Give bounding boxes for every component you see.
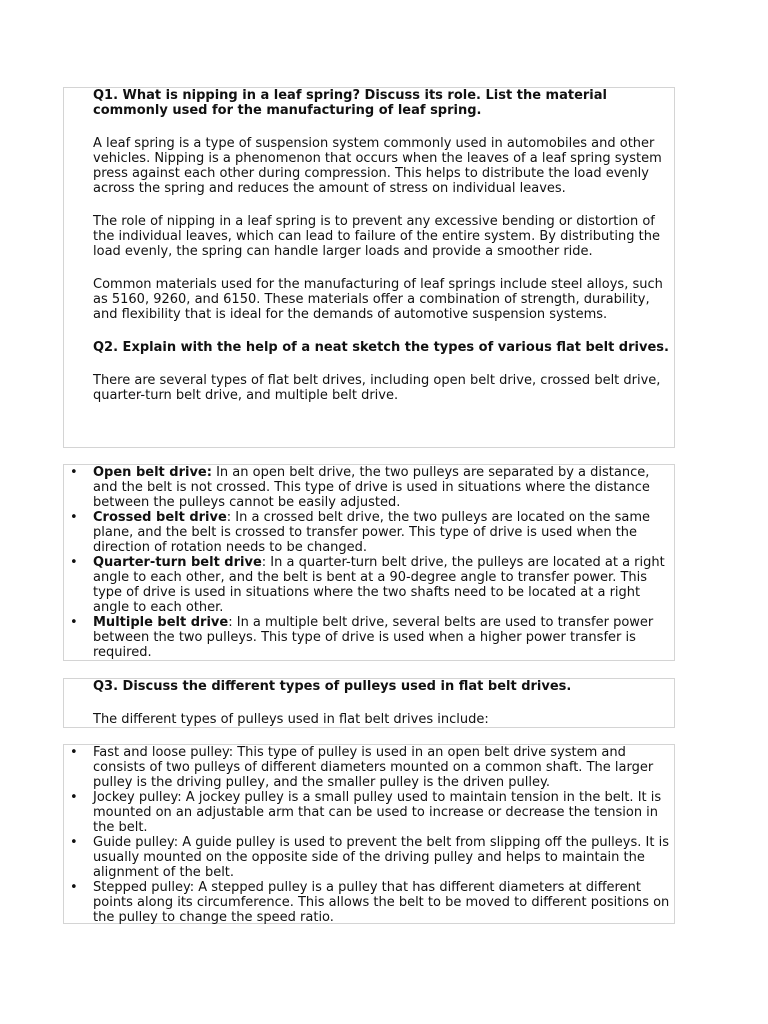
bullet-marker: • [70, 465, 78, 480]
list-item-term: Multiple belt drive [93, 615, 229, 630]
q2-question: Q2. Explain with the help of a neat sketch the types of various flat belt drives. [93, 340, 669, 355]
list-item-text: Jockey pulley: A jockey pulley is a small pulley used to maintain tension in the belt. It is mounted on an adjustable arm that can be used to increase or decrease the tension in the belt. [93, 790, 662, 835]
list-item-multiple-belt [64, 615, 674, 660]
bullet-marker: • [70, 790, 78, 805]
bullet-marker: • [70, 880, 78, 895]
list-item-text: : In a multiple belt drive, several belts are used to transfer power between the two pulleys. This type of drive is used when a higher power transfer is required. [93, 615, 654, 660]
q1-paragraph-1: A leaf spring is a type of suspension system commonly used in automobiles and other vehicles. Nipping is a phenomenon that occurs when the leaves of a leaf spring system press against each other during compression. This helps to distribute the load evenly across the spring and reduces the amount of stress on individual leaves. [93, 136, 662, 196]
list-item-jockey-pulley [64, 790, 674, 835]
list-item-text: Guide pulley: A guide pulley is used to prevent the belt from slipping off the pulleys. It is usually mounted on the opposite side of the driving pulley and helps to maintain the alignment of the belt. [93, 835, 669, 880]
q1-section [63, 87, 675, 448]
list-item-term: Quarter-turn belt drive [93, 555, 262, 570]
q3-section [63, 678, 675, 728]
bullet-marker: • [70, 510, 78, 525]
q3-question: Q3. Discuss the different types of pulleys used in flat belt drives. [93, 679, 572, 694]
list-item-fast-loose-pulley [64, 745, 674, 790]
q1-question: Q1. What is nipping in a leaf spring? Discuss its role. List the material commonly used for the manufacturing of leaf spring. [93, 88, 607, 118]
bullet-marker: • [70, 615, 78, 630]
list-item-text: : In a quarter-turn belt drive, the pulleys are located at a right angle to each other, and the belt is bent at a 90-degree angle to transfer power. This type of drive is used in situations where the two shafts need to be located at a right angle to each other. [93, 555, 665, 615]
bullet-marker: • [70, 745, 78, 760]
belt-drive-list [64, 465, 674, 660]
list-item-crossed-belt [64, 510, 674, 555]
list-item-open-belt [64, 465, 674, 510]
list-item-text: Stepped pulley: A stepped pulley is a pulley that has different diameters at different points along its circumference. This allows the belt to be moved to different positions on the pulley to change the speed ratio. [93, 880, 670, 925]
pulley-list [64, 745, 674, 925]
q1-paragraph-3: Common materials used for the manufacturing of leaf springs include steel alloys, such as 5160, 9260, and 6150. These materials offer a combination of strength, durability, and flexibility that is ideal for the demands of automotive suspension systems. [93, 277, 663, 322]
q1-paragraph-2: The role of nipping in a leaf spring is to prevent any excessive bending or distortion of the individual leaves, which can lead to failure of the entire system. By distributing the load evenly, the spring can handle larger loads and provide a smoother ride. [93, 214, 660, 259]
q2-intro: There are several types of flat belt drives, including open belt drive, crossed belt drive, quarter-turn belt drive, and multiple belt drive. [93, 373, 661, 403]
list-item-text: Fast and loose pulley: This type of pulley is used in an open belt drive system and consists of two pulleys of different diameters mounted on a common shaft. The larger pulley is the driving pulley, and the smaller pulley is the driven pulley. [93, 745, 654, 790]
q3-intro: The different types of pulleys used in flat belt drives include: [93, 712, 489, 727]
list-item-term: Open belt drive: [93, 465, 212, 480]
list-item-text: : In a crossed belt drive, the two pulleys are located on the same plane, and the belt is crossed to transfer power. This type of drive is used when the direction of rotation needs to be changed. [93, 510, 651, 555]
list-item-quarter-turn [64, 555, 674, 615]
pulley-list-section [63, 744, 675, 924]
list-item-term: Crossed belt drive [93, 510, 227, 525]
list-item-stepped-pulley [64, 880, 674, 925]
list-item-guide-pulley [64, 835, 674, 880]
bullet-marker: • [70, 835, 78, 850]
bullet-marker: • [70, 555, 78, 570]
list-item-text: In an open belt drive, the two pulleys are separated by a distance, and the belt is not crossed. This type of drive is used in situations where the distance between the pulleys cannot be easily adjusted. [93, 465, 650, 510]
belt-drive-list-section [63, 464, 675, 661]
